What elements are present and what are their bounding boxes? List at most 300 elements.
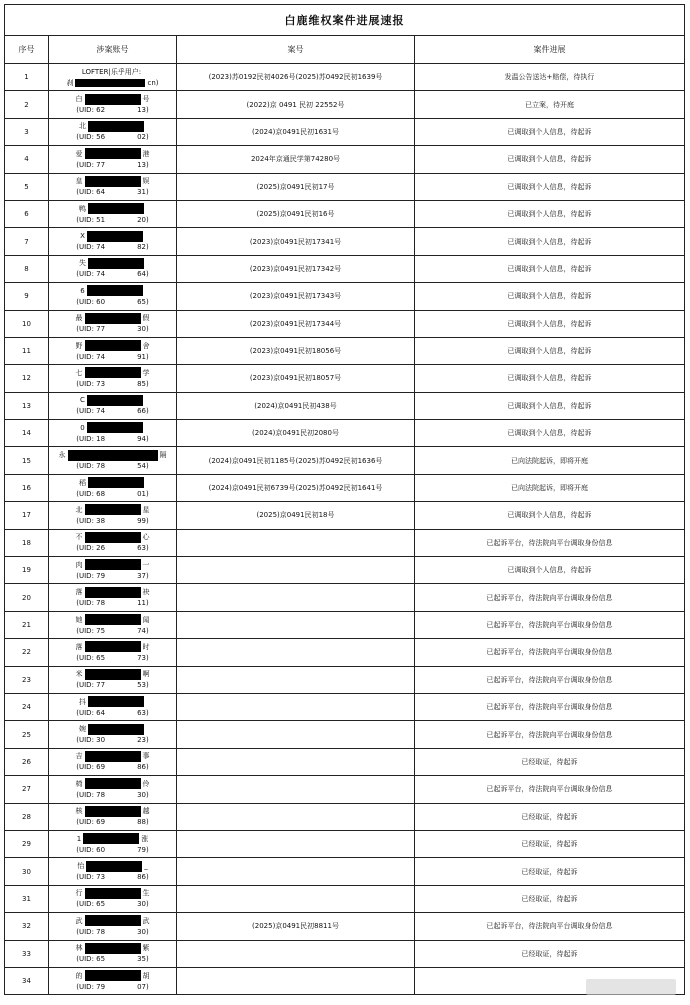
account-cell (49, 146, 177, 173)
redaction-bar (68, 450, 158, 461)
redaction-bar (88, 121, 144, 132)
account-name-suffix: 假 (142, 314, 150, 323)
case-progress: 已起诉平台，待法院向平台调取身份信息 (415, 639, 685, 666)
case-progress: 已起诉平台，待法院向平台调取身份信息 (415, 721, 685, 748)
case-progress: 已调取到个人信息，待起诉 (415, 283, 685, 310)
row-index: 12 (5, 365, 49, 392)
table-body (5, 64, 685, 995)
account-name-prefix: 不 (75, 533, 83, 542)
row-index: 11 (5, 337, 49, 364)
uid-prefix: (UID: 78 (76, 599, 106, 608)
uid-prefix: (UID: 77 (76, 681, 106, 690)
case-number: 2024年京通民学第74280号 (177, 146, 415, 173)
table-row (5, 365, 685, 392)
redaction-bar (85, 641, 141, 652)
uid-suffix: 13) (137, 106, 149, 115)
uid-prefix: (UID: 78 (76, 790, 106, 799)
redaction-bar (85, 94, 141, 105)
redaction-bar (107, 928, 135, 936)
redaction-bar (85, 669, 141, 680)
account-cell (49, 365, 177, 392)
table-row (5, 118, 685, 145)
account-cell (49, 693, 177, 720)
case-progress: 已经取证，待起诉 (415, 748, 685, 775)
table-row (5, 967, 685, 994)
redaction-bar (107, 517, 135, 525)
case-progress: 已起诉平台，待法院向平台调取身份信息 (415, 529, 685, 556)
case-progress: 已起诉平台，待法院向平台调取身份信息 (415, 693, 685, 720)
case-number (177, 858, 415, 885)
account-cell (49, 776, 177, 803)
account-cell (49, 666, 177, 693)
account-name-suffix: 一 (142, 560, 150, 569)
redaction-bar (85, 751, 141, 762)
redaction-bar (85, 970, 141, 981)
redaction-bar (85, 504, 141, 515)
account-name-suffix: 心 (142, 533, 150, 542)
account-name-prefix: 抖 (79, 697, 86, 706)
uid-prefix: (UID: 62 (76, 106, 106, 115)
account-cell (49, 474, 177, 501)
case-number: (2024)京0491民初1185号(2025)苏0492民初1636号 (177, 447, 415, 474)
redaction-bar (107, 599, 135, 607)
uid-suffix: 30) (137, 325, 149, 334)
table-row (5, 173, 685, 200)
account-name-prefix: 她 (75, 615, 83, 624)
account-cell (49, 310, 177, 337)
case-progress: 已调取到个人信息，待起诉 (415, 502, 685, 529)
uid-prefix: (UID: 78 (76, 462, 106, 471)
case-number: (2023)京0491民初17342号 (177, 255, 415, 282)
redaction-bar (85, 915, 141, 926)
header-index: 序号 (5, 36, 49, 64)
case-number: (2023)京0491民初18057号 (177, 365, 415, 392)
uid-suffix: 63) (137, 544, 149, 553)
account-cell (49, 118, 177, 145)
redaction-bar (85, 888, 141, 899)
row-index: 17 (5, 502, 49, 529)
uid-prefix: (UID: 56 (76, 133, 106, 142)
case-progress: 已调取到个人信息，待起诉 (415, 392, 685, 419)
case-progress: 已调取到个人信息，待起诉 (415, 146, 685, 173)
redaction-bar (88, 724, 144, 735)
redaction-bar (85, 532, 141, 543)
redaction-bar (85, 778, 141, 789)
case-progress: 已调取到个人信息，待起诉 (415, 365, 685, 392)
account-name-suffix: 武 (142, 916, 150, 925)
account-name-prefix: 爱 (75, 149, 83, 158)
table-row (5, 913, 685, 940)
redaction-bar (107, 188, 135, 196)
case-progress: 已经取证，待起诉 (415, 830, 685, 857)
redaction-bar (85, 587, 141, 598)
case-number (177, 584, 415, 611)
table-row (5, 255, 685, 282)
case-progress: 已经取证，待起诉 (415, 803, 685, 830)
table-row (5, 392, 685, 419)
uid-suffix: 35) (137, 955, 149, 964)
row-index: 19 (5, 557, 49, 584)
table-row (5, 748, 685, 775)
account-cell (49, 557, 177, 584)
case-progress: 已调取到个人信息，待起诉 (415, 337, 685, 364)
uid-suffix: 07) (137, 982, 149, 991)
case-number: (2023)京0491民初17341号 (177, 228, 415, 255)
row-index: 27 (5, 776, 49, 803)
row-index: 14 (5, 420, 49, 447)
account-name-suffix: _ (144, 862, 148, 871)
table-row (5, 529, 685, 556)
account-name-suffix: 事 (142, 752, 150, 761)
redaction-bar (107, 216, 135, 224)
account-cell (49, 967, 177, 994)
redaction-bar (107, 490, 135, 498)
redaction-bar (88, 203, 144, 214)
redaction-bar (86, 861, 142, 872)
redaction-bar (85, 943, 141, 954)
case-number (177, 776, 415, 803)
account-cell (49, 200, 177, 227)
account-name-prefix: 核 (75, 807, 83, 816)
row-index: 28 (5, 803, 49, 830)
case-progress: 已调取到个人信息，待起诉 (415, 118, 685, 145)
uid-suffix: 02) (137, 133, 149, 142)
account-cell (49, 830, 177, 857)
uid-suffix: 54) (137, 462, 149, 471)
account-name-prefix: 皇 (75, 177, 83, 186)
uid-prefix: (UID: 74 (76, 243, 106, 252)
redaction-bar (107, 407, 135, 415)
case-progress: 已起诉平台，待法院向平台调取身份信息 (415, 666, 685, 693)
account-line2-prefix: 刹 (66, 78, 74, 87)
account-name-prefix: 6 (80, 286, 85, 295)
redaction-bar (87, 231, 143, 242)
table-row (5, 584, 685, 611)
redaction-bar (107, 736, 135, 744)
redaction-bar (75, 79, 145, 87)
row-index: 33 (5, 940, 49, 967)
row-index: 5 (5, 173, 49, 200)
uid-prefix: (UID: 68 (76, 489, 106, 498)
row-index: 32 (5, 913, 49, 940)
case-number (177, 967, 415, 994)
row-index: 15 (5, 447, 49, 474)
account-name-prefix: 行 (75, 889, 83, 898)
row-index: 23 (5, 666, 49, 693)
uid-suffix: 82) (137, 243, 149, 252)
case-number: (2025)京0491民初18号 (177, 502, 415, 529)
uid-suffix: 73) (137, 653, 149, 662)
case-progress: 已调取到个人信息，待起诉 (415, 173, 685, 200)
table-row (5, 200, 685, 227)
redaction-bar (85, 806, 141, 817)
account-cell (49, 858, 177, 885)
account-cell (49, 502, 177, 529)
account-cell (49, 529, 177, 556)
account-name-suffix: 生 (142, 889, 150, 898)
uid-prefix: (UID: 60 (76, 297, 106, 306)
uid-suffix: 30) (137, 790, 149, 799)
table-row (5, 885, 685, 912)
account-name-suffix: 隔 (159, 451, 167, 460)
case-number (177, 803, 415, 830)
uid-prefix: (UID: 79 (76, 982, 106, 991)
table-row (5, 64, 685, 91)
case-number (177, 693, 415, 720)
header-account: 涉案账号 (49, 36, 177, 64)
redaction-bar (85, 559, 141, 570)
row-index: 4 (5, 146, 49, 173)
account-name-prefix: 婉 (79, 725, 86, 734)
account-cell (49, 803, 177, 830)
table-row (5, 557, 685, 584)
case-progress: 已立案，待开庭 (415, 91, 685, 118)
case-number: (2023)京0491民初18056号 (177, 337, 415, 364)
redaction-bar (107, 983, 135, 991)
account-name-prefix: 野 (75, 341, 83, 350)
account-cell (49, 228, 177, 255)
uid-prefix: (UID: 73 (76, 873, 106, 882)
account-name-suffix: 娱 (142, 177, 150, 186)
redaction-bar (107, 709, 135, 717)
row-index: 6 (5, 200, 49, 227)
row-index: 26 (5, 748, 49, 775)
case-number: (2024)京0491民初6739号(2025)苏0492民初1641号 (177, 474, 415, 501)
redaction-bar (107, 298, 135, 306)
account-name-suffix: 袂 (142, 588, 150, 597)
case-number: (2025)京0491民初16号 (177, 200, 415, 227)
table-row (5, 611, 685, 638)
account-name-suffix: 学 (142, 368, 150, 377)
redaction-bar (107, 243, 135, 251)
account-name-prefix: 吉 (75, 752, 83, 761)
redaction-bar (85, 313, 141, 324)
redaction-bar (107, 435, 135, 443)
account-name-prefix: 白 (75, 95, 83, 104)
case-number: (2023)京0491民初17343号 (177, 283, 415, 310)
account-cell (49, 173, 177, 200)
case-number: (2025)京0491民初8811号 (177, 913, 415, 940)
uid-prefix: (UID: 30 (76, 736, 106, 745)
uid-prefix: (UID: 69 (76, 763, 106, 772)
redaction-bar (107, 353, 135, 361)
redaction-bar (85, 148, 141, 159)
table-row (5, 310, 685, 337)
uid-suffix: 64) (137, 270, 149, 279)
case-progress-table (4, 4, 685, 995)
uid-prefix: (UID: 75 (76, 626, 106, 635)
row-index: 2 (5, 91, 49, 118)
row-index: 34 (5, 967, 49, 994)
account-name-suffix: 港 (142, 149, 150, 158)
case-progress: 已起诉平台，待法院向平台调取身份信息 (415, 776, 685, 803)
account-name-suffix: 时 (142, 642, 150, 651)
redaction-bar (107, 846, 135, 854)
case-number: (2022)京 0491 民初 22552号 (177, 91, 415, 118)
uid-prefix: (UID: 18 (76, 434, 106, 443)
row-index: 7 (5, 228, 49, 255)
redaction-bar (107, 681, 135, 689)
case-number: (2024)京0491民初438号 (177, 392, 415, 419)
case-progress: 已起诉平台，待法院向平台调取身份信息 (415, 584, 685, 611)
account-cell (49, 885, 177, 912)
redaction-bar (107, 873, 135, 881)
case-number (177, 885, 415, 912)
account-name-prefix: 1 (76, 834, 82, 843)
uid-suffix: 86) (137, 763, 149, 772)
redaction-bar (85, 367, 141, 378)
case-progress: 已起诉平台，待法院向平台调取身份信息 (415, 611, 685, 638)
uid-prefix: (UID: 78 (76, 927, 106, 936)
row-index: 25 (5, 721, 49, 748)
account-cell (49, 283, 177, 310)
redaction-bar (85, 614, 141, 625)
case-number (177, 639, 415, 666)
uid-prefix: (UID: 74 (76, 407, 106, 416)
uid-prefix: (UID: 65 (76, 955, 106, 964)
row-index: 30 (5, 858, 49, 885)
row-index: 31 (5, 885, 49, 912)
case-number (177, 611, 415, 638)
account-name-prefix: 米 (75, 670, 83, 679)
table-row (5, 91, 685, 118)
uid-prefix: (UID: 74 (76, 270, 106, 279)
uid-prefix: (UID: 79 (76, 571, 106, 580)
uid-suffix: 66) (137, 407, 149, 416)
account-cell (49, 64, 177, 91)
case-number (177, 940, 415, 967)
uid-suffix: 74) (137, 626, 149, 635)
redaction-bar (107, 462, 135, 470)
case-progress: 已调取到个人信息，待起诉 (415, 557, 685, 584)
redaction-bar (88, 477, 144, 488)
row-index: 3 (5, 118, 49, 145)
account-line2-suffix: cn) (147, 78, 159, 87)
table-row (5, 721, 685, 748)
uid-prefix: (UID: 26 (76, 544, 106, 553)
account-name-prefix: 失 (79, 259, 86, 268)
account-name-prefix: 的 (75, 971, 83, 980)
redaction-bar (107, 791, 135, 799)
uid-suffix: 23) (137, 736, 149, 745)
uid-suffix: 94) (137, 434, 149, 443)
case-number: (2023)京0491民初17344号 (177, 310, 415, 337)
row-index: 21 (5, 611, 49, 638)
case-progress: 已向法院起诉，即将开庭 (415, 474, 685, 501)
uid-prefix: (UID: 77 (76, 160, 106, 169)
row-index: 22 (5, 639, 49, 666)
case-number (177, 748, 415, 775)
account-name-suffix: 闻 (142, 615, 150, 624)
account-name-prefix: 北 (75, 505, 83, 514)
redaction-bar (107, 654, 135, 662)
uid-prefix: (UID: 69 (76, 818, 106, 827)
uid-prefix: (UID: 51 (76, 215, 106, 224)
row-index: 20 (5, 584, 49, 611)
uid-prefix: (UID: 65 (76, 900, 106, 909)
uid-prefix: (UID: 65 (76, 653, 106, 662)
uid-suffix: 79) (137, 845, 149, 854)
redaction-bar (85, 176, 141, 187)
case-number (177, 666, 415, 693)
uid-prefix: (UID: 74 (76, 352, 106, 361)
redaction-bar (83, 833, 139, 844)
redaction-bar (107, 818, 135, 826)
uid-suffix: 91) (137, 352, 149, 361)
uid-suffix: 86) (137, 873, 149, 882)
table-row (5, 830, 685, 857)
row-index: 18 (5, 529, 49, 556)
row-index: 16 (5, 474, 49, 501)
uid-suffix: 31) (137, 188, 149, 197)
case-progress: 发温公告送达+赔偿，待执行 (415, 64, 685, 91)
account-name-prefix: 怡 (77, 862, 85, 871)
redaction-bar (107, 380, 135, 388)
uid-suffix: 30) (137, 927, 149, 936)
account-name-prefix: X (80, 232, 85, 241)
row-index: 9 (5, 283, 49, 310)
uid-suffix: 53) (137, 681, 149, 690)
account-name-suffix: 紫 (142, 944, 150, 953)
case-progress: 已经取证，待起诉 (415, 858, 685, 885)
case-progress: 已调取到个人信息，待起诉 (415, 310, 685, 337)
uid-prefix: (UID: 38 (76, 516, 106, 525)
account-name-prefix: 林 (75, 944, 83, 953)
case-number: (2024)京0491民初1631号 (177, 118, 415, 145)
account-cell (49, 91, 177, 118)
account-name-prefix: 永 (58, 451, 66, 460)
case-progress: 已向法院起诉，即将开庭 (415, 447, 685, 474)
watermark-blur (586, 979, 676, 995)
case-progress: 已调取到个人信息，待起诉 (415, 200, 685, 227)
header-case-number: 案号 (177, 36, 415, 64)
case-progress: 已经取证，待起诉 (415, 940, 685, 967)
uid-prefix: (UID: 60 (76, 845, 106, 854)
table-title: 白鹿维权案件进展速报 (5, 5, 685, 36)
redaction-bar (107, 270, 135, 278)
redaction-bar (107, 325, 135, 333)
case-progress: 已经取证，待起诉 (415, 885, 685, 912)
case-number (177, 721, 415, 748)
redaction-bar (88, 696, 144, 707)
account-name-prefix: C (80, 396, 85, 405)
uid-prefix: (UID: 73 (76, 379, 106, 388)
case-number: (2024)京0491民初2080号 (177, 420, 415, 447)
uid-suffix: 85) (137, 379, 149, 388)
account-name-prefix: 0 (80, 423, 85, 432)
uid-suffix: 01) (137, 489, 149, 498)
redaction-bar (107, 106, 135, 114)
case-number (177, 830, 415, 857)
row-index: 1 (5, 64, 49, 91)
redaction-bar (107, 900, 135, 908)
redaction-bar (107, 627, 135, 635)
account-cell (49, 639, 177, 666)
case-number: (2023)苏0192民初4026号(2025)苏0492民初1639号 (177, 64, 415, 91)
uid-suffix: 99) (137, 516, 149, 525)
case-progress: 已调取到个人信息，待起诉 (415, 228, 685, 255)
account-cell (49, 255, 177, 282)
uid-suffix: 13) (137, 160, 149, 169)
table-row (5, 447, 685, 474)
uid-prefix: (UID: 77 (76, 325, 106, 334)
table-row (5, 693, 685, 720)
redaction-bar (107, 133, 135, 141)
account-name-prefix: LOFTER|乐乎用户: (81, 67, 142, 76)
account-name-prefix: 落 (75, 588, 83, 597)
account-cell (49, 420, 177, 447)
account-cell (49, 913, 177, 940)
